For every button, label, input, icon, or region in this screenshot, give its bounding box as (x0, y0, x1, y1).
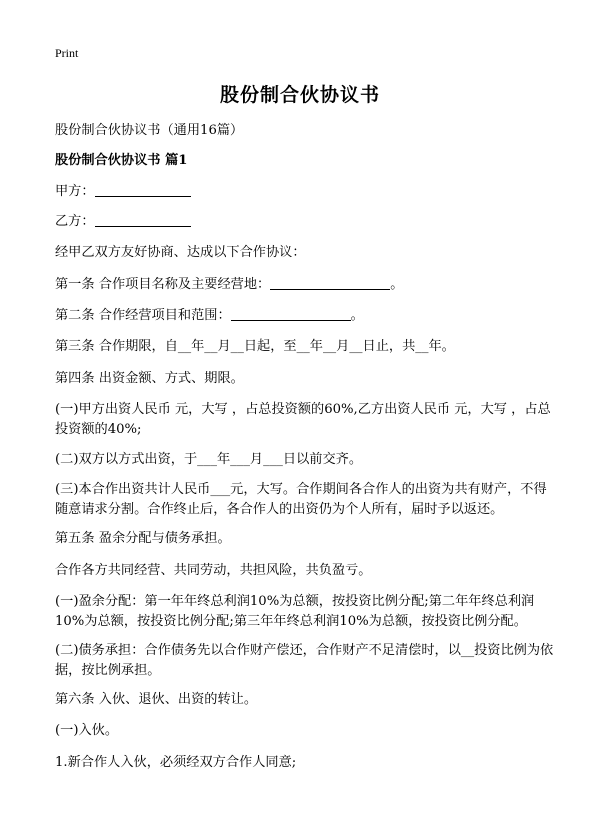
article-5-clause-2: (二)债务承担：合作债务先以合作财产偿还，合作财产不足清偿时，以__投资比例为依据，按比例承担。 (55, 643, 554, 678)
article-4-clause-2: (二)双方以方式出资，于___年___月___日以前交齐。 (55, 452, 363, 467)
article-1 (55, 275, 555, 295)
party-b-line (55, 212, 555, 232)
party-a-blank (95, 182, 191, 197)
article-3: 第三条 合作期限，自__年__月__日起，至__年__月__日止，共__年。 (55, 339, 455, 354)
party-b-blank (95, 212, 191, 227)
article-1-blank (270, 275, 390, 290)
article-5: 第五条 盈余分配与债务承担。 (55, 531, 231, 546)
article-4-clause-1: (一)甲方出资人民币 元，大写 ，占总投资额的60%,乙方出资人民币 元，大写 ，占总投资额的40%; (55, 402, 551, 437)
document-subtitle: 股份制合伙协议书（通用16篇） (55, 123, 244, 138)
article-5-intro: 合作各方共同经营、共同劳动，共担风险，共负盈亏。 (55, 563, 372, 578)
article-6-item-1: 1.新合作人入伙，必须经双方合作人同意; (55, 755, 297, 770)
document-title: 股份制合伙协议书 (219, 84, 380, 106)
party-a-line (55, 182, 555, 202)
party-b-label: 乙方： (55, 214, 95, 229)
article-6: 第六条 入伙、退伙、出资的转让。 (55, 692, 258, 707)
article-6-clause-1: (一)入伙。 (55, 723, 119, 738)
article-1-text: 第一条 合作项目名称及主要经营地： (55, 277, 271, 292)
article-1-end: 。 (390, 277, 404, 292)
article-4-clause-3: (三)本合作出资共计人民币___元，大写。合作期间各合作人的出资为共有财产，不得随意请求分割。合作终止后，各合作人的出资仍为个人所有，届时予以返还。 (55, 482, 547, 517)
intro-paragraph: 经甲乙双方友好协商、达成以下合作协议： (55, 245, 306, 260)
article-4: 第四条 出资金额、方式、期限。 (55, 371, 244, 386)
article-5-clause-1: (一)盈余分配：第一年年终总利润10%为总额，按投资比例分配;第二年年终总利润10%为总额，按投资比例分配;第三年年终总利润10%为总额，按投资比例分配。 (55, 594, 535, 629)
section-heading: 股份制合伙协议书 篇1 (55, 153, 188, 168)
article-2-text: 第二条 合作经营项目和范围： (55, 308, 231, 323)
party-a-label: 甲方： (55, 184, 95, 199)
print-label[interactable]: Print (55, 46, 79, 60)
article-2-end: 。 (350, 308, 364, 323)
article-2 (55, 306, 555, 326)
article-2-blank (231, 306, 351, 321)
